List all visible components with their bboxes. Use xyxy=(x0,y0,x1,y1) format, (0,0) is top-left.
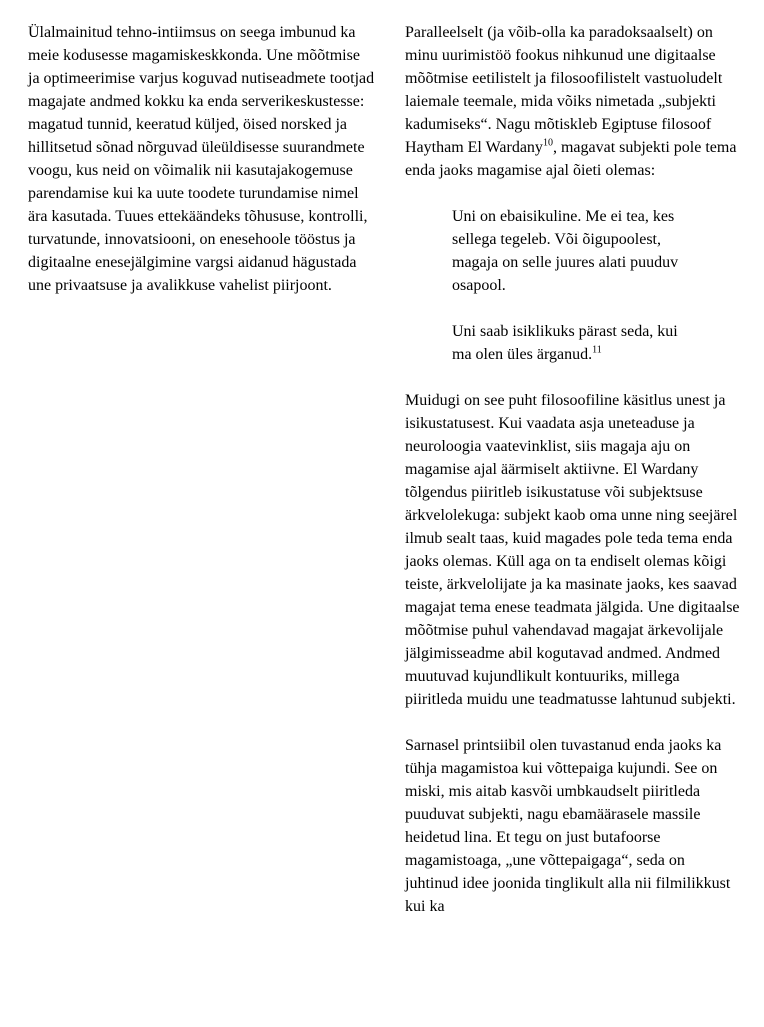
quote-paragraph-2 xyxy=(452,320,688,366)
paragraph-text: , magavat subjekti pole tema enda jaoks magamise ajal õieti olemas: xyxy=(405,139,737,179)
quote-block xyxy=(452,205,688,366)
right-column xyxy=(405,21,741,941)
footnote-ref-11: 11 xyxy=(592,344,602,356)
paragraph-techno-intimacy: Ülalmainitud tehno-intiimsus on seega imbunud ka meie kodusesse magamiskeskkonda. Une mõõtmise ja optimeerimise varjus koguvad nutiseadmete tootjad magajate andmed kokku ka enda serverikeskustesse: magatud tunnid, keeratud küljed, öised norsked ja hillitsetud sõnad nõrguvad üleüldisesse suurandmete voogu, kus neid on võimalik nii kasutajakogemuse parendamise kui ka uute toodete turundamise nimel ära kasutada. Tuues ettekäändeks tõhususe, kontrolli, turvatunde, innovatsiooni, on enesehoole tööstus ja digitaalne enesejälgimine vargsi aidanud hägustada une privaatsuse ja avalikkuse vahelist piirjoont. xyxy=(28,24,375,294)
paragraph-empty-bedroom: Sarnasel printsiibil olen tuvastanud enda jaoks ka tühja magamistoa kui võttepaiga kujundi. See on miski, mis aitab kasvõi umbkaudselt piiritleda puuduvat subjekti, nagu ebamäärasele massile heidetud lina. Et tegu on just butafoorse magamistoaga, „une võttepaigaga“, seda on juhtinud idee joonida tinglikult alla nii filmilikkust kui ka xyxy=(405,737,731,915)
quote-text: Uni saab isiklikuks pärast seda, kui ma olen üles ärganud. xyxy=(452,323,678,363)
paragraph-philosophical-view: Muidugi on see puht filosoofiline käsitlus unest ja isikustatusest. Kui vaadata asja uneteaduse ja neuroloogia vaatevinklist, siis magaja aju on magamise ajal äärmiselt aktiivne. El Wardany tõlgendus piiritleb isikustatuse või subjektsuse ärkvelolekuga: subjekt kaob oma unne ning seejärel ilmub sealt taas, kuid magades pole teda tema enda jaoks olemas. Küll aga on ta endiselt olemas kõigi teiste, ärkvelolijate ja ka masinate jaoks, kes saavad magajat tema enese teadmata jälgida. Une digitaalse mõõtmise puhul vahendavad magajat ärkevolijale jälgimisseadme abil kogutavad andmed. Andmed muutuvad kujundlikult kontuuriks, millega piiritleda muidu une teadmatusse lahtunud subjekti. xyxy=(405,392,740,708)
footnote-ref-10: 10 xyxy=(542,137,553,149)
paragraph-text: Paralleelselt (ja võib-olla ka paradoksaalselt) on minu uurimistöö fookus nihkunud une digitaalse mõõtmise eetilistelt ja filosoofilistelt vastuoludelt laiemale teemale, mida võiks nimetada „subjekti kadumiseks“. Nagu mõtiskleb Egiptuse filosoof Haytham El Wardany xyxy=(405,24,723,156)
paragraph-research-focus xyxy=(405,21,741,182)
left-column xyxy=(28,21,375,941)
quote-paragraph-1: Uni on ebaisikuline. Me ei tea, kes sellega tegeleb. Või õigupoolest, magaja on selle juures alati puuduv osapool. xyxy=(452,208,679,294)
